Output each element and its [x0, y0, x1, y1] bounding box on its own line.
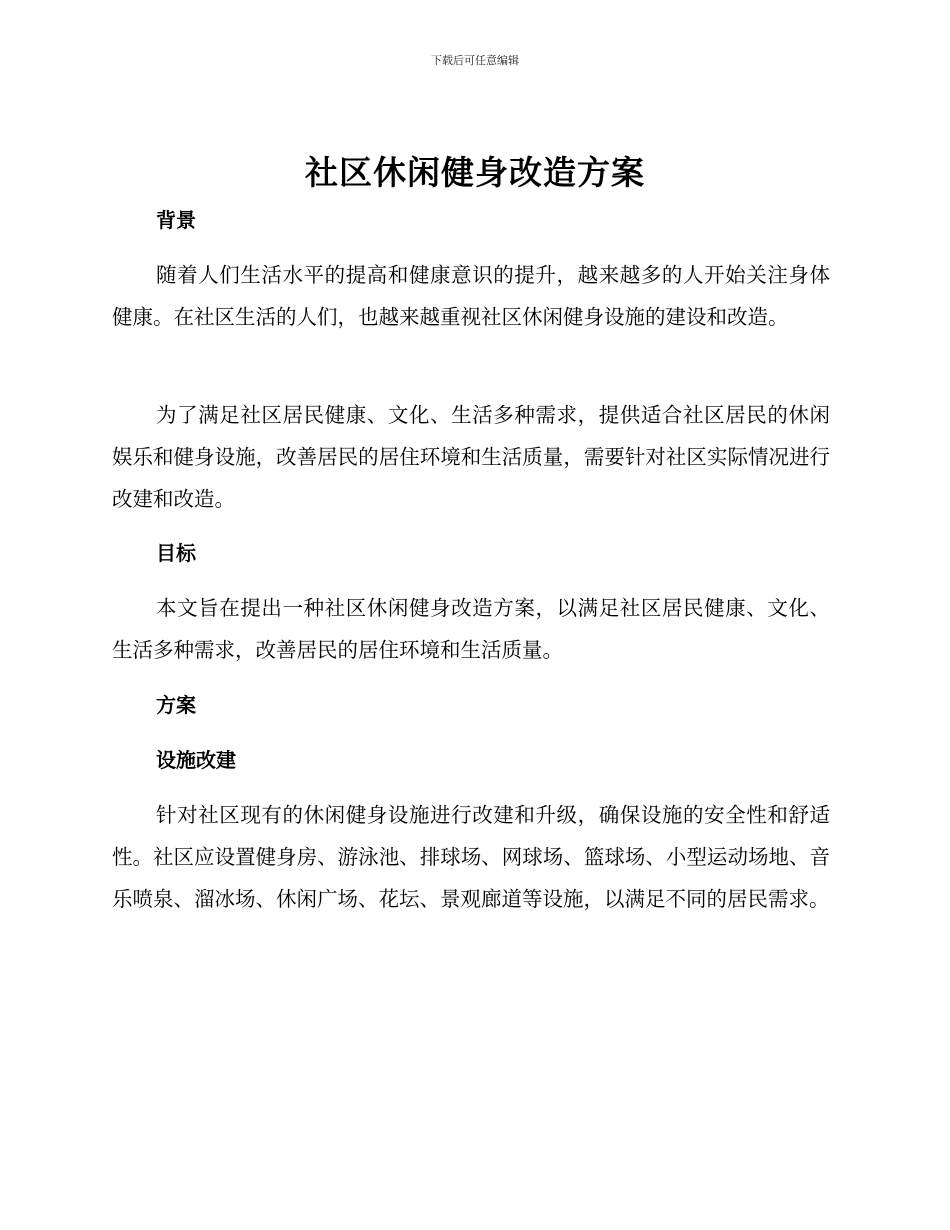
- subsection-heading-facility-renovation: 设施改建: [156, 748, 236, 772]
- header-note: 下载后可任意编辑: [431, 54, 519, 67]
- paragraph-background-1: 随着人们生活水平的提高和健康意识的提升，越来越多的人开始关注身体健康。在社区生活的人们，也越来越重视社区休闲健身设施的建设和改造。: [112, 263, 830, 329]
- paragraph-goal-1: 本文旨在提出一种社区休闲健身改造方案，以满足社区居民健康、文化、生活多种需求，改善居民的居住环境和生活质量。: [112, 596, 830, 662]
- section-heading-plan: 方案: [156, 693, 196, 717]
- section-heading-goal: 目标: [156, 541, 196, 565]
- paragraph-facility-renovation-1: 针对社区现有的休闲健身设施进行改建和升级，确保设施的安全性和舒适性。社区应设置健身房、游泳池、排球场、网球场、篮球场、小型运动场地、音乐喷泉、溜冰场、休闲广场、花坛、景观廊道等设施，以满足不同的居民需求。: [112, 803, 830, 911]
- section-heading-background: 背景: [156, 208, 196, 232]
- paragraph-background-2: 为了满足社区居民健康、文化、生活多种需求，提供适合社区居民的休闲娱乐和健身设施，改善居民的居住环境和生活质量，需要针对社区实际情况进行改建和改造。: [112, 403, 830, 511]
- document-title: 社区休闲健身改造方案: [305, 153, 645, 192]
